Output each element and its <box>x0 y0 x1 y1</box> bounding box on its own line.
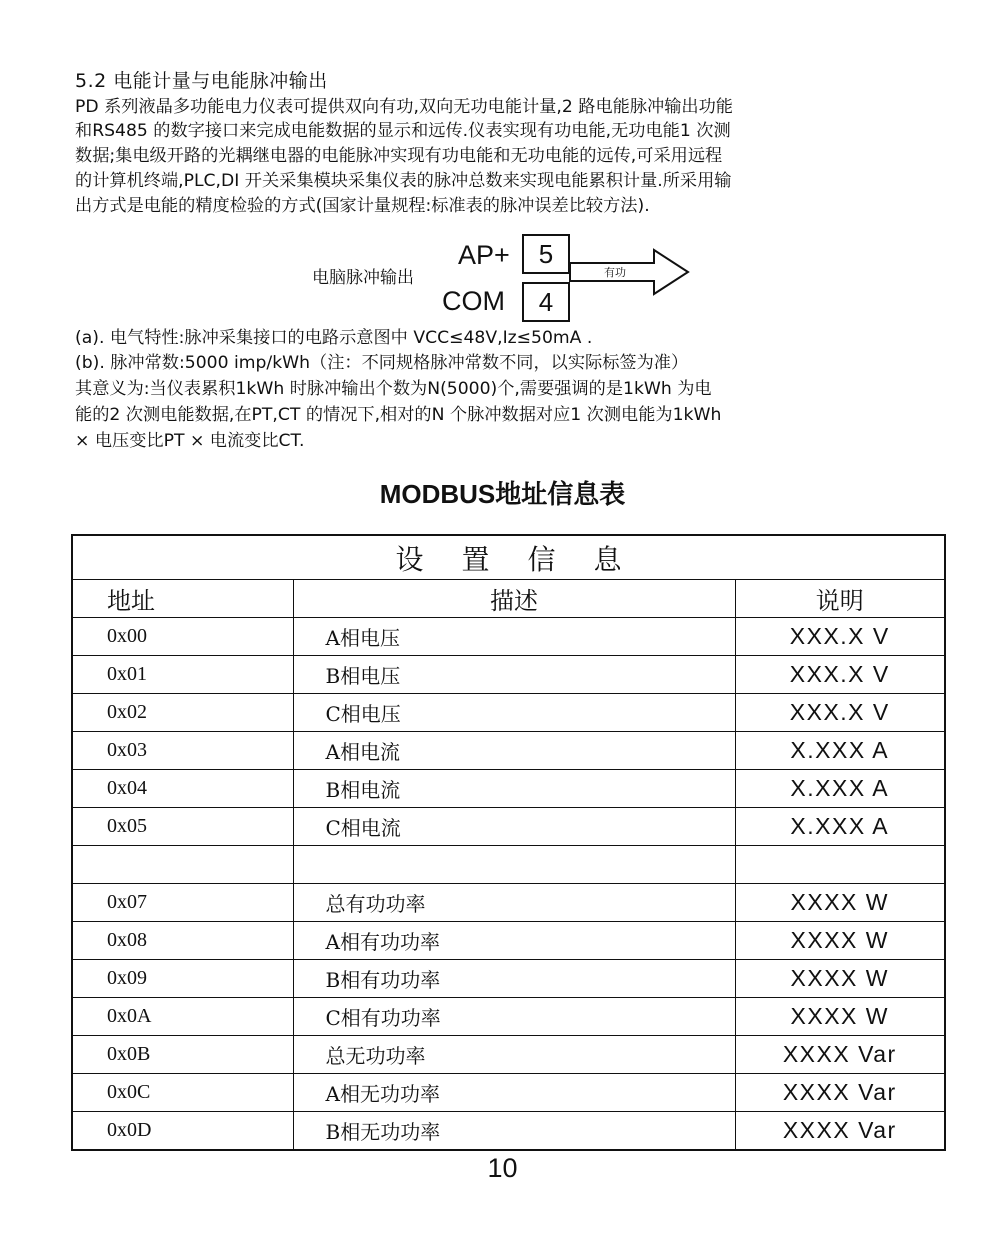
table-row <box>72 922 945 960</box>
address-cell: 0x00 <box>72 618 293 656</box>
address-cell: 0x05 <box>72 808 293 846</box>
terminal-5-box: 5 <box>522 234 570 274</box>
note-cell: XXXX Var <box>735 1036 945 1074</box>
note-cell: X.XXX A <box>735 808 945 846</box>
address-cell <box>72 846 293 884</box>
address-cell: 0x0A <box>72 998 293 1036</box>
table-header-main: 设置信息 <box>72 535 945 580</box>
table-row <box>72 808 945 846</box>
address-cell: 0x0D <box>72 1112 293 1151</box>
note-cell: XXXX Var <box>735 1074 945 1112</box>
description-cell: C相电压 <box>293 694 735 732</box>
intro-line: 数据;集电级开路的光耦继电器的电能脉冲实现有功电能和无功电能的远传,可采用远程 <box>75 146 723 166</box>
modbus-address-table <box>71 534 946 1151</box>
table-row <box>72 618 945 656</box>
table-row <box>72 732 945 770</box>
table-row <box>72 770 945 808</box>
note-cell: XXXX W <box>735 998 945 1036</box>
description-cell: C相电流 <box>293 808 735 846</box>
note-line: 能的2 次测电能数据,在PT,CT 的情况下,相对的N 个脉冲数据对应1 次测电能为1kWh <box>75 405 722 425</box>
note-line: × 电压变比PT × 电流变比CT. <box>75 431 305 451</box>
description-cell: A相有功功率 <box>293 922 735 960</box>
terminal-4-box: 4 <box>522 282 570 322</box>
column-header-description: 描述 <box>293 580 735 618</box>
description-cell: B相电流 <box>293 770 735 808</box>
table-row <box>72 884 945 922</box>
address-cell: 0x0B <box>72 1036 293 1074</box>
note-line: 其意义为:当仪表累积1kWh 时脉冲输出个数为N(5000)个,需要强调的是1kWh 为电 <box>75 379 712 399</box>
note-cell: X.XXX A <box>735 732 945 770</box>
note-cell: XXX.X V <box>735 694 945 732</box>
diagram-label: 电脑脉冲输出 <box>312 268 414 288</box>
address-cell: 0x09 <box>72 960 293 998</box>
description-cell: 总有功功率 <box>293 884 735 922</box>
note-line: (b). 脉冲常数:5000 imp/kWh（注：不同规格脉冲常数不同，以实际标签为准） <box>75 353 689 373</box>
address-cell: 0x04 <box>72 770 293 808</box>
table-row <box>72 1074 945 1112</box>
description-cell: A相电流 <box>293 732 735 770</box>
column-header-note: 说明 <box>735 580 945 618</box>
address-cell: 0x0C <box>72 1074 293 1112</box>
table-row <box>72 998 945 1036</box>
table-row <box>72 656 945 694</box>
table-body <box>72 618 945 1151</box>
description-cell: 总无功功率 <box>293 1036 735 1074</box>
description-cell: B相电压 <box>293 656 735 694</box>
note-cell: X.XXX A <box>735 770 945 808</box>
note-cell <box>735 846 945 884</box>
note-cell: XXXX W <box>735 884 945 922</box>
note-cell: XXXX Var <box>735 1112 945 1151</box>
intro-line: 和RS485 的数字接口来完成电能数据的显示和远传.仪表实现有功电能,无功电能1 次测 <box>75 121 731 141</box>
note-cell: XXXX W <box>735 922 945 960</box>
note-cell: XXXX W <box>735 960 945 998</box>
intro-line: 的计算机终端,PLC,DI 开关采集模块采集仪表的脉冲总数来实现电能累积计量.所采用输 <box>75 171 732 191</box>
address-cell: 0x08 <box>72 922 293 960</box>
pin-ap-label: AP+ <box>458 240 510 270</box>
table-row <box>72 694 945 732</box>
page-number: 10 <box>487 1153 518 1183</box>
column-header-address: 地址 <box>72 580 293 618</box>
arrow-right-icon <box>568 247 693 297</box>
address-cell: 0x01 <box>72 656 293 694</box>
arrow-label: 有功 <box>604 266 626 279</box>
table-row <box>72 960 945 998</box>
table-title: MODBUS地址信息表 <box>379 479 626 509</box>
description-cell: A相电压 <box>293 618 735 656</box>
table-row <box>72 1036 945 1074</box>
note-cell: XXX.X V <box>735 656 945 694</box>
table-row <box>72 846 945 884</box>
table-row <box>72 1112 945 1151</box>
intro-line: 出方式是电能的精度检验的方式(国家计量规程:标准表的脉冲误差比较方法). <box>75 196 650 216</box>
address-cell: 0x07 <box>72 884 293 922</box>
note-line: (a). 电气特性:脉冲采集接口的电路示意图中 VCC≤48V,Iz≤50mA . <box>75 328 593 348</box>
note-cell: XXX.X V <box>735 618 945 656</box>
description-cell: B相有功功率 <box>293 960 735 998</box>
description-cell: B相无功功率 <box>293 1112 735 1151</box>
address-cell: 0x03 <box>72 732 293 770</box>
description-cell <box>293 846 735 884</box>
pin-com-label: COM <box>442 286 505 316</box>
address-cell: 0x02 <box>72 694 293 732</box>
intro-line: PD 系列液晶多功能电力仪表可提供双向有功,双向无功电能计量,2 路电能脉冲输出功能 <box>75 97 733 117</box>
section-title: 5.2 电能计量与电能脉冲输出 <box>75 70 328 92</box>
description-cell: C相有功功率 <box>293 998 735 1036</box>
description-cell: A相无功功率 <box>293 1074 735 1112</box>
